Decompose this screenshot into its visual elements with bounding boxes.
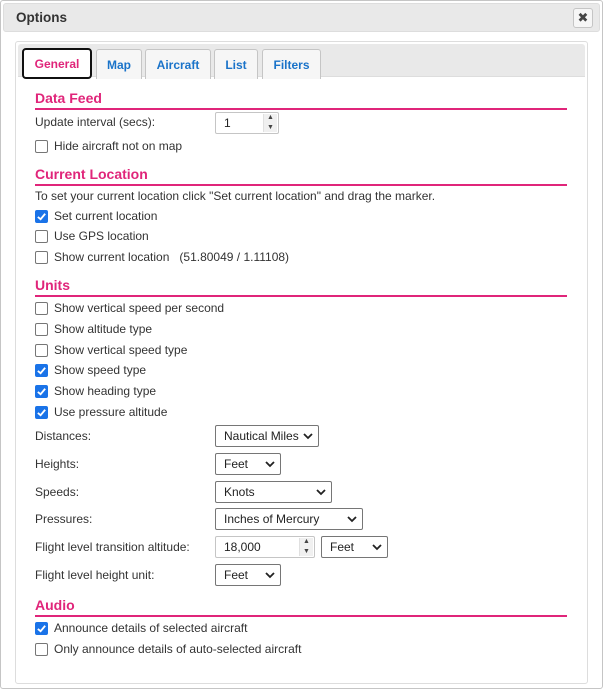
heights-value[interactable]: Feet — [224, 457, 249, 471]
pressure-altitude-checkbox[interactable] — [35, 406, 48, 419]
units-checkbox-row[interactable] — [35, 382, 156, 400]
distances-select[interactable] — [215, 425, 319, 447]
hide-aircraft-row[interactable] — [35, 137, 182, 155]
section-heading-audio: Audio — [35, 597, 567, 617]
set-location-label[interactable]: Set current location — [54, 209, 158, 223]
tab-aircraft[interactable]: Aircraft — [145, 49, 211, 79]
tab-list[interactable]: List — [214, 49, 258, 79]
heading-type-checkbox[interactable] — [35, 385, 48, 398]
units-checkbox-label[interactable]: Show heading type — [54, 384, 157, 398]
tab-map[interactable]: Map — [96, 49, 142, 79]
chevron-down-icon — [346, 513, 358, 525]
spin-down-icon[interactable]: ▼ — [267, 124, 274, 131]
units-checkbox-label[interactable]: Show speed type — [54, 363, 147, 377]
fl-transition-unit-value[interactable]: Feet — [330, 540, 355, 554]
distances-label: Distances: — [35, 429, 92, 443]
pressures-value[interactable]: Inches of Mercury — [224, 512, 320, 526]
update-interval-label: Update interval (secs): — [35, 115, 156, 129]
vertical-speed-type-checkbox[interactable] — [35, 344, 48, 357]
use-gps-label[interactable]: Use GPS location — [54, 229, 149, 243]
dialog-title: Options — [16, 10, 67, 25]
speeds-value[interactable]: Knots — [224, 485, 255, 499]
set-location-checkbox[interactable] — [35, 210, 48, 223]
fl-height-unit-label: Flight level height unit: — [35, 568, 155, 582]
units-checkbox-label[interactable]: Use pressure altitude — [54, 405, 168, 419]
location-coordinates: (51.80049 / 1.11108) — [179, 250, 290, 264]
checkmark-icon — [36, 623, 47, 634]
units-checkbox-row[interactable] — [35, 299, 224, 317]
location-instructions-row — [35, 187, 435, 205]
units-checkbox-label[interactable]: Show vertical speed type — [54, 343, 188, 357]
announce-selected-row[interactable] — [35, 619, 247, 637]
section-heading-data-feed: Data Feed — [35, 90, 567, 110]
chevron-down-icon — [371, 541, 383, 553]
checkmark-icon — [36, 211, 47, 222]
altitude-type-checkbox[interactable] — [35, 323, 48, 336]
fl-transition-unit-select[interactable] — [321, 536, 388, 558]
heights-select[interactable] — [215, 453, 281, 475]
fl-transition-label: Flight level transition altitude: — [35, 540, 190, 554]
vertical-speed-per-second-checkbox[interactable] — [35, 302, 48, 315]
fl-transition-value[interactable]: 18,000 — [224, 540, 261, 554]
tab-general[interactable]: General — [22, 48, 92, 79]
show-location-checkbox[interactable] — [35, 251, 48, 264]
chevron-down-icon — [264, 569, 276, 581]
chevron-down-icon — [302, 430, 314, 442]
fl-transition-spinner[interactable] — [215, 536, 315, 558]
checkmark-icon — [36, 407, 47, 418]
chevron-down-icon — [264, 458, 276, 470]
units-checkbox-row[interactable] — [35, 341, 187, 359]
fl-height-unit-select[interactable] — [215, 564, 281, 586]
pressures-select[interactable] — [215, 508, 363, 530]
distances-value[interactable]: Nautical Miles — [224, 429, 299, 443]
units-checkbox-row[interactable] — [35, 361, 146, 379]
speeds-label: Speeds: — [35, 485, 80, 499]
fl-height-unit-value[interactable]: Feet — [224, 568, 249, 582]
show-location-row[interactable] — [35, 248, 289, 266]
use-gps-row[interactable] — [35, 227, 149, 245]
update-interval-row — [35, 113, 155, 131]
use-gps-checkbox[interactable] — [35, 230, 48, 243]
section-heading-current-location: Current Location — [35, 166, 567, 186]
hide-aircraft-label[interactable]: Hide aircraft not on map — [54, 139, 183, 153]
section-heading-units: Units — [35, 277, 567, 297]
announce-selected-label[interactable]: Announce details of selected aircraft — [54, 621, 248, 635]
tab-bar — [18, 44, 585, 77]
speed-type-checkbox[interactable] — [35, 364, 48, 377]
speeds-select[interactable] — [215, 481, 332, 503]
spin-up-icon[interactable]: ▲ — [267, 114, 274, 121]
units-checkbox-label[interactable]: Show vertical speed per second — [54, 301, 225, 315]
units-checkbox-row[interactable] — [35, 320, 152, 338]
spin-up-icon[interactable]: ▲ — [303, 538, 310, 545]
announce-auto-row[interactable] — [35, 640, 301, 658]
pressures-label: Pressures: — [35, 512, 93, 526]
set-location-row[interactable] — [35, 207, 157, 225]
spinner-buttons[interactable] — [263, 114, 277, 132]
close-icon[interactable]: ✖ — [573, 8, 593, 28]
spin-down-icon[interactable]: ▼ — [303, 548, 310, 555]
units-checkbox-label[interactable]: Show altitude type — [54, 322, 153, 336]
spinner-buttons[interactable] — [299, 538, 313, 556]
announce-selected-checkbox[interactable] — [35, 622, 48, 635]
chevron-down-icon — [315, 486, 327, 498]
update-interval-value[interactable]: 1 — [224, 116, 231, 130]
tab-filters[interactable]: Filters — [262, 49, 321, 79]
heights-label: Heights: — [35, 457, 80, 471]
location-instructions: To set your current location click "Set current location" and drag the marker. — [35, 189, 436, 203]
checkmark-icon — [36, 386, 47, 397]
hide-aircraft-checkbox[interactable] — [35, 140, 48, 153]
checkmark-icon — [36, 365, 47, 376]
update-interval-spinner[interactable] — [215, 112, 279, 134]
units-checkbox-row[interactable] — [35, 403, 167, 421]
announce-auto-checkbox[interactable] — [35, 643, 48, 656]
show-location-label[interactable]: Show current location — [54, 250, 170, 264]
dialog-titlebar[interactable] — [3, 3, 600, 32]
announce-auto-label[interactable]: Only announce details of auto-selected aircraft — [54, 642, 302, 656]
